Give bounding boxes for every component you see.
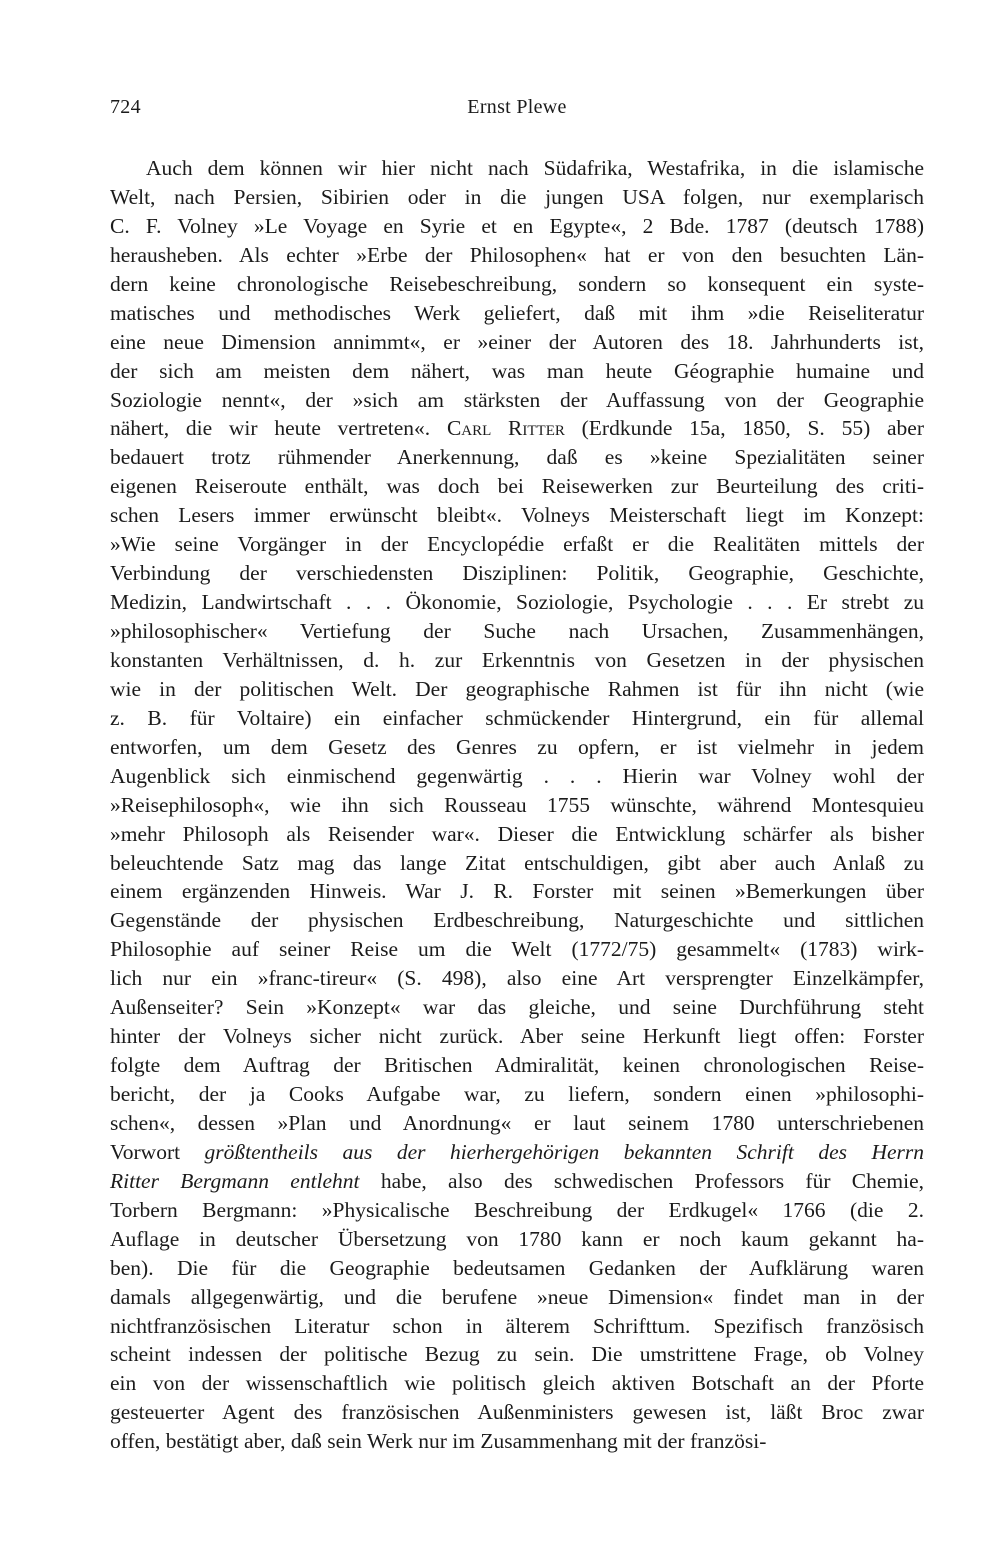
- text-segment: habe, also des schwedischen Professors für Chemie,: [359, 1168, 924, 1193]
- text-line: [110, 559, 924, 588]
- text-line: [110, 1283, 924, 1312]
- text-segment: entworfen, um dem Gesetz des Genres zu opfern, er ist vielmehr in jedem: [110, 734, 924, 759]
- text-segment: dern keine chronologische Reisebeschreibung, sondern so konsequent ein syste-: [110, 271, 924, 296]
- text-segment: »mehr Philosoph als Reisender war«. Dieser die Entwicklung schärfer als bisher: [110, 821, 924, 846]
- text-segment: Auch dem können wir hier nicht nach Südafrika, Westafrika, in die islamische: [146, 156, 924, 180]
- text-line: [110, 1080, 924, 1109]
- text-line: [110, 964, 924, 993]
- text-segment: Augenblick sich einmischend gegenwärtig . . . Hierin war Volney wohl der: [110, 763, 924, 788]
- text-line: [110, 877, 924, 906]
- text-segment: »Reisephilosoph«, wie ihn sich Rousseau 1755 wünschte, während Montesquieu: [110, 792, 924, 817]
- text-segment: eine neue Dimension annimmt«, er »einer der Autoren des 18. Jahrhunderts ist,: [110, 329, 924, 354]
- text-line: [110, 443, 924, 472]
- text-line: [110, 414, 924, 443]
- text-segment: »philosophischer« Vertiefung der Suche nach Ursachen, Zusammenhängen,: [110, 619, 924, 643]
- text-segment: folgte dem Auftrag der Britischen Admiralität, keinen chronologischen Reise-: [110, 1053, 924, 1078]
- text-segment: (Erdkunde 15a, 1850, S. 55) aber: [564, 416, 924, 441]
- text-line: [110, 704, 924, 733]
- text-segment: wie in der politischen Welt. Der geographische Rahmen ist für ihn nicht (wie: [110, 676, 924, 701]
- text-line: [110, 299, 924, 328]
- text-segment: offen, bestätigt aber, daß sein Werk nur im Zusammenhang mit der französi-: [110, 1429, 767, 1454]
- text-segment: Medizin, Landwirtschaft . . . Ökonomie, Soziologie, Psychologie . . . Er strebt zu: [110, 590, 924, 615]
- text-line: [110, 820, 924, 849]
- italic-quotation: Ritter Bergmann entlehnt: [110, 1168, 360, 1193]
- text-line: [110, 270, 924, 299]
- text-segment: »Wie seine Vorgänger in der Encyclopédie erfaßt er die Realitäten mittels der: [110, 532, 924, 557]
- text-segment: gesteuerter Agent des französischen Außenministers gewesen ist, läßt Broc zwar: [110, 1400, 924, 1425]
- text-line: [110, 154, 924, 183]
- text-line: [110, 472, 924, 501]
- text-segment: damals allgegenwärtig, und die berufene »neue Dimension« findet man in der: [110, 1284, 924, 1309]
- text-line: [110, 1138, 924, 1167]
- text-line: [110, 617, 924, 646]
- text-line: [110, 906, 924, 935]
- text-line: [110, 1398, 924, 1427]
- text-segment: nichtfranzösischen Literatur schon in älterem Schrifttum. Spezifisch französisch: [110, 1313, 924, 1338]
- text-segment: Vorwort: [110, 1139, 205, 1164]
- text-line: [110, 1340, 924, 1369]
- text-segment: schen Lesers immer erwünscht bleibt«. Volneys Meisterschaft liegt im Konzept:: [110, 503, 924, 528]
- text-segment: z. B. für Voltaire) ein einfacher schmückender Hintergrund, ein für allemal: [110, 705, 924, 730]
- text-line: [110, 675, 924, 704]
- text-line: [110, 1022, 924, 1051]
- text-segment: der sich am meisten dem nähert, was man heute Géographie humaine und: [110, 358, 924, 383]
- text-segment: schen«, dessen »Plan und Anordnung« er laut seinem 1780 unterschriebenen: [110, 1110, 924, 1135]
- text-segment: Philosophie auf seiner Reise um die Welt (1772/75) gesammelt« (1783) wirk-: [110, 937, 924, 962]
- text-line: [110, 1254, 924, 1283]
- text-line: [110, 588, 924, 617]
- italic-quotation: größtentheils aus der hierhergehörigen bekannten Schrift des Herrn: [204, 1139, 924, 1164]
- text-line: [110, 791, 924, 820]
- text-line: [110, 183, 924, 212]
- text-segment: Auflage in deutscher Übersetzung von 1780 kann er noch kaum gekannt ha-: [110, 1226, 924, 1251]
- text-segment: matisches und methodisches Werk geliefert, daß mit ihm »die Reiseliteratur: [110, 300, 924, 325]
- body-text: [110, 154, 924, 1456]
- text-segment: lich nur ein »franc-tireur« (S. 498), also eine Art versprengter Einzelkämpfer,: [110, 966, 924, 991]
- text-segment: ben). Die für die Geographie bedeutsamen Gedanken der Aufklärung waren: [110, 1255, 924, 1280]
- text-segment: beleuchtende Satz mag das lange Zitat entschuldigen, gibt aber auch Anlaß zu: [110, 850, 924, 875]
- text-segment: herausheben. Als echter »Erbe der Philosophen« hat er von den besuchten Län-: [110, 242, 924, 267]
- text-line: [110, 241, 924, 270]
- text-segment: bedauert trotz rühmender Anerkennung, daß es »keine Spezialitäten seiner: [110, 445, 924, 470]
- text-line: [110, 212, 924, 241]
- text-line: [110, 357, 924, 386]
- text-line: [110, 328, 924, 357]
- text-segment: konstanten Verhältnissen, d. h. zur Erkenntnis von Gesetzen in der physischen: [110, 647, 924, 672]
- text-line: [110, 849, 924, 878]
- text-segment: Torbern Bergmann: »Physicalische Beschreibung der Erdkugel« 1766 (die 2.: [110, 1197, 924, 1222]
- page-header: [110, 96, 924, 126]
- text-segment: C. F. Volney »Le Voyage en Syrie et en Egypte«, 2 Bde. 1787 (deutsch 1788): [110, 213, 924, 238]
- text-segment: Verbindung der verschiedensten Disziplinen: Politik, Geographie, Geschichte,: [110, 561, 924, 586]
- text-segment: Soziologie nennt«, der »sich am stärksten der Auffassung von der Geographie: [110, 387, 924, 412]
- text-line: [110, 993, 924, 1022]
- text-line: [110, 1427, 924, 1456]
- text-segment: ein von der wissenschaftlich wie politisch gleich aktiven Botschaft an der Pforte: [110, 1371, 924, 1396]
- text-line: [110, 1167, 924, 1196]
- text-line: [110, 646, 924, 675]
- text-segment: einem ergänzenden Hinweis. War J. R. Forster mit seinen »Bemerkungen über: [110, 879, 924, 904]
- text-line: [110, 1196, 924, 1225]
- text-line: [110, 935, 924, 964]
- text-line: [110, 530, 924, 559]
- author-name-small-caps: Carl Ritter: [446, 416, 565, 441]
- text-line: [110, 1109, 924, 1138]
- text-segment: bericht, der ja Cooks Aufgabe war, zu liefern, sondern einen »philosophi-: [110, 1082, 924, 1106]
- text-line: [110, 733, 924, 762]
- text-segment: scheint indessen der politische Bezug zu sein. Die umstrittene Frage, ob Volney: [110, 1342, 924, 1367]
- text-line: [110, 1312, 924, 1341]
- text-line: [110, 1369, 924, 1398]
- text-segment: Gegenstände der physischen Erdbeschreibung, Naturgeschichte und sittlichen: [110, 908, 924, 933]
- running-head: Ernst Plewe: [467, 96, 567, 118]
- text-line: [110, 1225, 924, 1254]
- text-line: [110, 762, 924, 791]
- text-segment: nähert, die wir heute vertreten«.: [110, 416, 447, 441]
- text-segment: eigenen Reiseroute enthält, was doch bei Reisewerken zur Beurteilung des criti-: [110, 474, 924, 499]
- text-line: [110, 1051, 924, 1080]
- text-line: [110, 386, 924, 415]
- text-segment: Außenseiter? Sein »Konzept« war das gleiche, und seine Durchführung steht: [110, 995, 924, 1020]
- text-segment: Welt, nach Persien, Sibirien oder in die jungen USA folgen, nur exemplarisch: [110, 184, 924, 209]
- text-line: [110, 501, 924, 530]
- page-number: 724: [110, 96, 141, 118]
- text-segment: hinter der Volneys sicher nicht zurück. Aber seine Herkunft liegt offen: Forster: [110, 1024, 924, 1049]
